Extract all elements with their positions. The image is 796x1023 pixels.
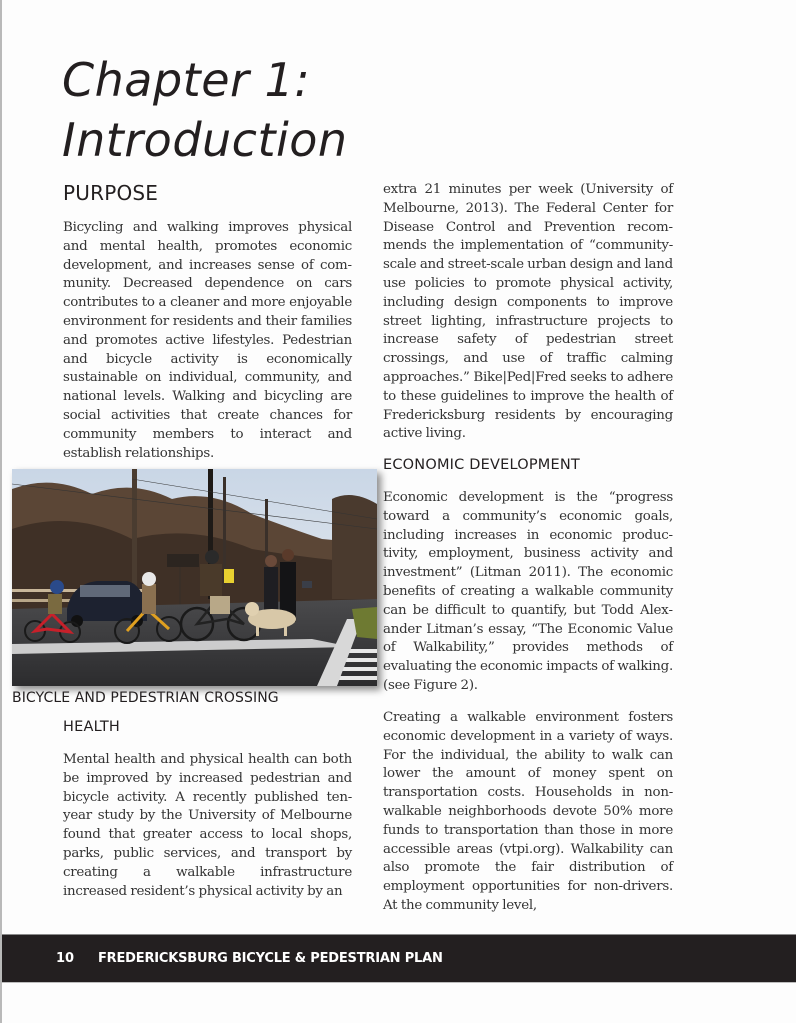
chapter-title-line2: Introduction [62, 113, 348, 167]
economic-development-paragraph-2: Creating a walkable environment fosters economic development in a variety of ways. For the individual, the ability to walk can lower the amount of money spent on transportation costs. Households in non-walkable neighborhoods devote 50% more funds to transportation than those in more accessible areas (vtpi.​org). Walkability can also promote the fair distribution of employment opportunities for non-drivers. At the community level, [383, 710, 673, 913]
document-title: FREDERICKSBURG BICYCLE & PEDESTRIAN PLAN [98, 951, 443, 966]
bicycle-pedestrian-crossing-photo [12, 469, 377, 686]
page-left-edge [0, 0, 2, 1023]
page-number: 10 [56, 951, 75, 966]
chapter-title-line1: Chapter 1: [62, 53, 311, 107]
page-footer [2, 934, 796, 983]
photo-illustration [12, 469, 377, 686]
health-heading: HEALTH [63, 719, 121, 735]
health-paragraph: Mental health and physical health can both be improved by increased pedestrian and bicycle activity. A recently published ten-year study by the University of Melbourne found that greater access to local shops, parks, public services, and transport by creating a walkable infrastructure increased resident’s physical activity by an [63, 752, 352, 899]
purpose-paragraph: Bicycling and walking improves physical and mental health, promotes economic development, and increases sense of community. Decreased dependence on cars contributes to a cleaner and more enjoyable environment for residents and their families and promotes active lifestyles. Pedestrian and bicycle activity is economically sustainable on individual, community, and national levels. Walking and bicycling are social activities that create chances for community members to interact and establish relationships. [63, 220, 352, 461]
economic-development-paragraph-1: Economic development is the “progress toward a community’s economic goals, including increases in economic productivity, employment, business activity and investment” (Litman 2011). The economic benefits of creating a walkable community can be difficult to quantify, but Todd Alexander Litman’s essay, “The Economic Value of Walkability,” provides methods of evaluating the economic impacts of walking. (see Figure 2). [383, 490, 673, 693]
purpose-heading: PURPOSE [63, 181, 159, 205]
health-paragraph-continued: extra 21 minutes per week (University of Melbourne, 2013). The Federal Center for Disease Control and Prevention recommends the implementation of “community-scale and street-scale urban design and land use policies to promote physical activity, including design components to improve street lighting, infrastructure projects to increase safety of pedestrian street crossings, and use of traffic calming approaches.” Bike|Ped|Fred seeks to adhere to these guidelines to improve the health of Fredericksburg residents by encouraging active living. [383, 182, 673, 442]
chapter-title [62, 50, 348, 170]
photo-caption: BICYCLE AND PEDESTRIAN CROSSING [12, 690, 279, 706]
economic-development-heading: ECONOMIC DEVELOPMENT [383, 457, 580, 473]
